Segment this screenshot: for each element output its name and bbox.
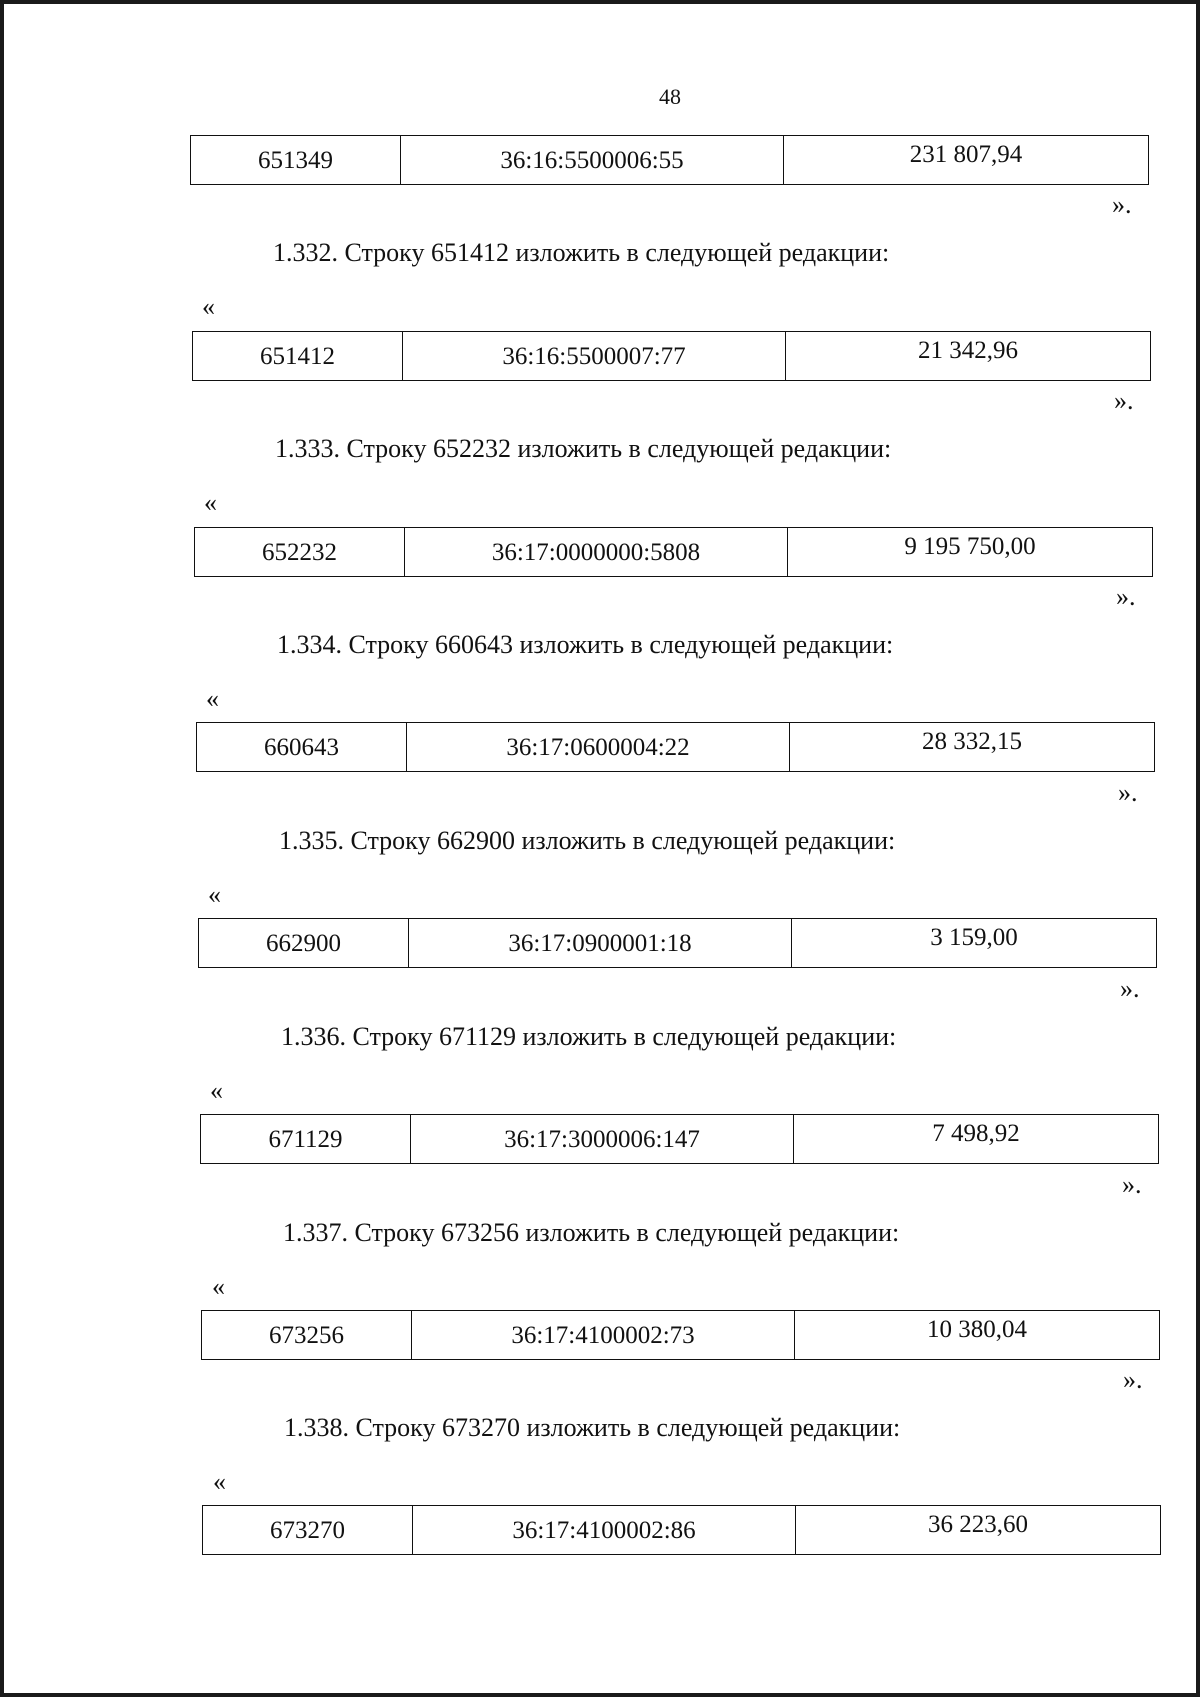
closing-quote: ». (1123, 1365, 1143, 1394)
closing-quote: ». (1118, 778, 1138, 807)
row-code: 651349 (191, 136, 401, 185)
table-row (202, 1505, 1161, 1555)
row-value: 7 498,92 (794, 1115, 1159, 1164)
clause-heading: 1.336. Строку 671129 изложить в следующей редакции: (281, 1022, 897, 1051)
row-value: 36 223,60 (796, 1506, 1161, 1555)
row-value: 28 332,15 (790, 723, 1155, 772)
row-value: 21 342,96 (786, 332, 1151, 381)
clause-heading: 1.334. Строку 660643 изложить в следующей редакции: (277, 630, 894, 659)
row-cadastral-number: 36:17:0600004:22 (407, 723, 790, 772)
row-value: 10 380,04 (795, 1311, 1160, 1360)
row-cadastral-number: 36:17:0000000:5808 (405, 528, 788, 577)
closing-quote: ». (1120, 974, 1140, 1003)
row-value: 9 195 750,00 (788, 528, 1153, 577)
table-row (196, 722, 1155, 772)
opening-quote: « (208, 880, 221, 909)
clause-heading: 1.332. Строку 651412 изложить в следующей редакции: (273, 238, 890, 267)
clause-heading: 1.337. Строку 673256 изложить в следующей редакции: (283, 1218, 900, 1247)
table-row (190, 135, 1149, 185)
clause-heading: 1.338. Строку 673270 изложить в следующей редакции: (284, 1413, 901, 1442)
closing-quote: ». (1116, 582, 1136, 611)
row-code: 662900 (199, 919, 409, 968)
row-code: 673270 (203, 1506, 413, 1555)
opening-quote: « (204, 488, 217, 517)
row-cadastral-number: 36:16:5500006:55 (401, 136, 784, 185)
row-cadastral-number: 36:17:0900001:18 (409, 919, 792, 968)
closing-quote: ». (1112, 190, 1132, 219)
table-row (192, 331, 1151, 381)
row-value: 231 807,94 (784, 136, 1149, 185)
row-code: 651412 (193, 332, 403, 381)
table-row (201, 1310, 1160, 1360)
table-row (198, 918, 1157, 968)
page-number: 48 (659, 84, 681, 109)
row-cadastral-number: 36:17:4100002:73 (412, 1311, 795, 1360)
row-cadastral-number: 36:17:4100002:86 (413, 1506, 796, 1555)
closing-quote: ». (1122, 1170, 1142, 1199)
row-cadastral-number: 36:16:5500007:77 (403, 332, 786, 381)
table-row (200, 1114, 1159, 1164)
opening-quote: « (213, 1467, 226, 1496)
row-code: 671129 (201, 1115, 411, 1164)
row-code: 673256 (202, 1311, 412, 1360)
table-row (194, 527, 1153, 577)
row-cadastral-number: 36:17:3000006:147 (411, 1115, 794, 1164)
closing-quote: ». (1114, 386, 1134, 415)
opening-quote: « (202, 292, 215, 321)
row-code: 660643 (197, 723, 407, 772)
row-value: 3 159,00 (792, 919, 1157, 968)
row-code: 652232 (195, 528, 405, 577)
opening-quote: « (206, 684, 219, 713)
clause-heading: 1.333. Строку 652232 изложить в следующей редакции: (275, 434, 892, 463)
opening-quote: « (210, 1076, 223, 1105)
opening-quote: « (212, 1272, 225, 1301)
clause-heading: 1.335. Строку 662900 изложить в следующей редакции: (279, 826, 896, 855)
